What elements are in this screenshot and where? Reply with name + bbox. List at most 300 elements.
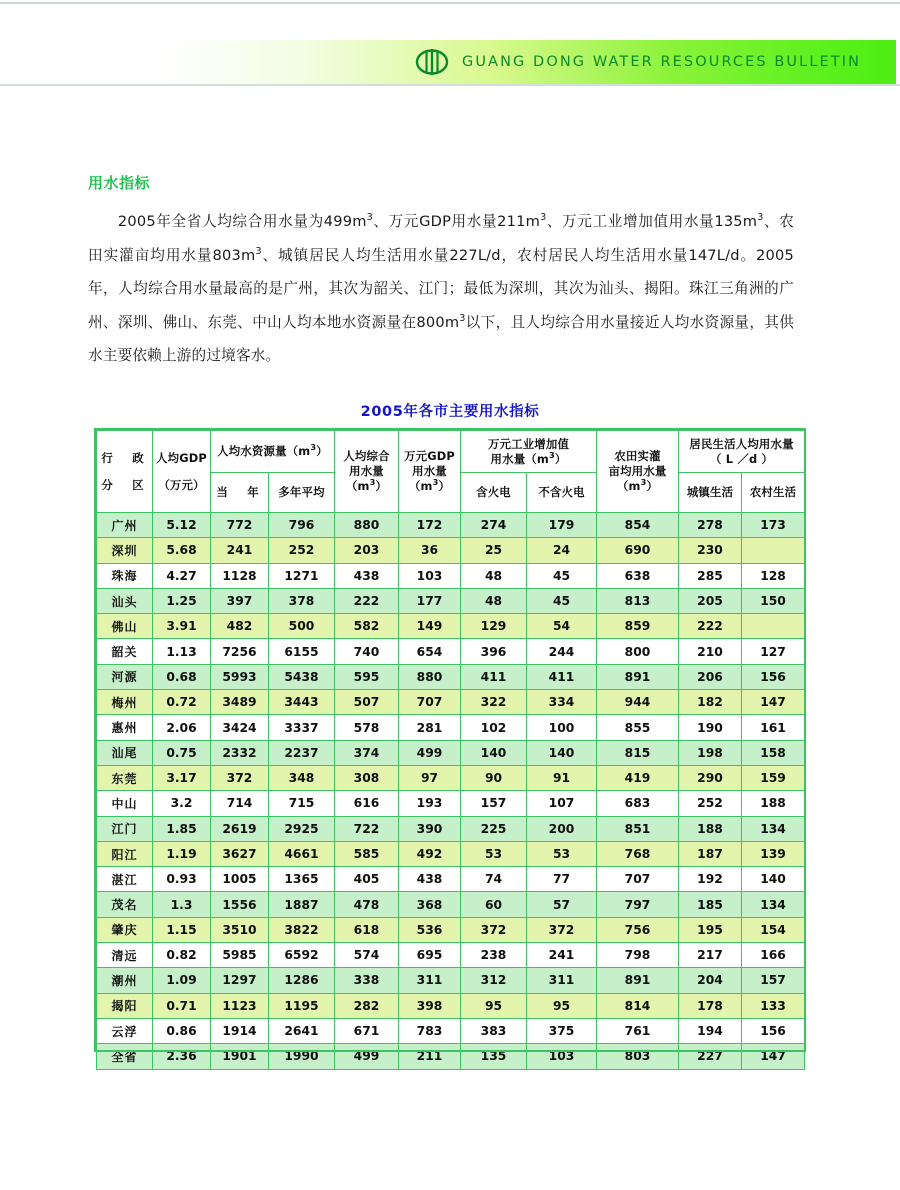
col-water-res-tail: ） [316, 444, 328, 458]
cell-gdp-water-use: 193 [399, 791, 461, 816]
table-row [97, 715, 805, 740]
col-water-res-current-label: 当 年 [216, 485, 263, 499]
paragraph-sup-2: 3 [540, 212, 547, 224]
col-gdp-line2: （万元） [158, 477, 205, 492]
cell-industry-without-power: 411 [527, 664, 597, 689]
cell-water-res-avg: 3822 [269, 917, 335, 942]
cell-region: 广州 [97, 513, 153, 538]
cell-industry-with-power: 25 [461, 538, 527, 563]
cell-industry-without-power: 311 [527, 968, 597, 993]
cell-farmland-irrigation: 756 [597, 917, 679, 942]
cell-industry-with-power: 48 [461, 563, 527, 588]
cell-region: 揭阳 [97, 993, 153, 1018]
cell-industry-with-power: 90 [461, 765, 527, 790]
cell-domestic-urban: 252 [679, 791, 742, 816]
cell-water-res-avg: 348 [269, 765, 335, 790]
table-header [97, 431, 805, 513]
cell-industry-with-power: 135 [461, 1044, 527, 1069]
col-water-res-avg: 多年平均 [269, 473, 335, 513]
cell-industry-without-power: 54 [527, 614, 597, 639]
cell-comprehensive-use: 880 [335, 513, 399, 538]
cell-water-res-avg: 2237 [269, 740, 335, 765]
cell-water-res-current: 372 [211, 765, 269, 790]
table-row [97, 841, 805, 866]
cell-water-res-current: 1297 [211, 968, 269, 993]
cell-gdp-water-use: 398 [399, 993, 461, 1018]
col-comp-line1: 人均综合 [343, 449, 390, 463]
cell-region: 江门 [97, 816, 153, 841]
cell-domestic-rural: 133 [742, 993, 805, 1018]
cell-water-res-current: 1005 [211, 867, 269, 892]
cell-gdp-water-use: 492 [399, 841, 461, 866]
cell-water-res-current: 1914 [211, 1018, 269, 1043]
cell-water-res-current: 3627 [211, 841, 269, 866]
cell-farmland-irrigation: 813 [597, 588, 679, 613]
cell-gdp-per-capita: 2.06 [153, 715, 211, 740]
cell-gdp-water-use: 149 [399, 614, 461, 639]
col-dom-line1: 居民生活人均用水量 [689, 436, 794, 451]
cell-gdp-water-use: 281 [399, 715, 461, 740]
cell-gdp-water-use: 103 [399, 563, 461, 588]
cell-comprehensive-use: 582 [335, 614, 399, 639]
cell-gdp-per-capita: 1.3 [153, 892, 211, 917]
cell-gdp-water-use: 536 [399, 917, 461, 942]
cell-gdp-per-capita: 0.75 [153, 740, 211, 765]
cell-water-res-avg: 3337 [269, 715, 335, 740]
cell-water-res-current: 241 [211, 538, 269, 563]
cell-gdp-per-capita: 0.68 [153, 664, 211, 689]
cell-region: 阳江 [97, 841, 153, 866]
col-farm-line3: （m [616, 479, 641, 493]
cell-gdp-per-capita: 5.68 [153, 538, 211, 563]
cell-comprehensive-use: 282 [335, 993, 399, 1018]
cell-domestic-rural: 188 [742, 791, 805, 816]
cell-industry-with-power: 396 [461, 639, 527, 664]
cell-domestic-urban: 185 [679, 892, 742, 917]
cell-water-res-current: 1901 [211, 1044, 269, 1069]
cell-domestic-rural: 156 [742, 1018, 805, 1043]
cell-industry-without-power: 57 [527, 892, 597, 917]
cell-water-res-avg: 796 [269, 513, 335, 538]
cell-gdp-water-use: 783 [399, 1018, 461, 1043]
cell-gdp-water-use: 499 [399, 740, 461, 765]
cell-water-res-current: 2619 [211, 816, 269, 841]
cell-domestic-urban: 198 [679, 740, 742, 765]
cell-gdp-water-use: 880 [399, 664, 461, 689]
cell-industry-without-power: 140 [527, 740, 597, 765]
cell-domestic-rural: 150 [742, 588, 805, 613]
cell-domestic-urban: 278 [679, 513, 742, 538]
cell-farmland-irrigation: 944 [597, 690, 679, 715]
col-comp-line3: （m [345, 479, 370, 493]
cell-industry-without-power: 103 [527, 1044, 597, 1069]
table-row [97, 690, 805, 715]
cell-industry-with-power: 48 [461, 588, 527, 613]
cell-water-res-avg: 6592 [269, 943, 335, 968]
cell-gdp-water-use: 36 [399, 538, 461, 563]
paragraph-sup-1: 3 [366, 212, 373, 224]
cell-comprehensive-use: 438 [335, 563, 399, 588]
cell-domestic-rural [742, 614, 805, 639]
cell-industry-with-power: 74 [461, 867, 527, 892]
col-region-line1: 行 政 [101, 450, 148, 465]
cell-water-res-current: 482 [211, 614, 269, 639]
cell-farmland-irrigation: 854 [597, 513, 679, 538]
cell-water-res-current: 5993 [211, 664, 269, 689]
cell-comprehensive-use: 222 [335, 588, 399, 613]
cell-industry-without-power: 45 [527, 563, 597, 588]
cell-region: 茂名 [97, 892, 153, 917]
cell-comprehensive-use: 574 [335, 943, 399, 968]
cell-industry-with-power: 372 [461, 917, 527, 942]
cell-domestic-urban: 190 [679, 715, 742, 740]
cell-comprehensive-use: 374 [335, 740, 399, 765]
cell-comprehensive-use: 595 [335, 664, 399, 689]
cell-water-res-current: 2332 [211, 740, 269, 765]
cell-region: 珠海 [97, 563, 153, 588]
cell-domestic-urban: 205 [679, 588, 742, 613]
table-row [97, 765, 805, 790]
paragraph-seg-4: 、农田实灌亩均用水量803m [88, 213, 794, 264]
cell-water-res-current: 714 [211, 791, 269, 816]
cell-water-res-avg: 2641 [269, 1018, 335, 1043]
cell-domestic-rural: 166 [742, 943, 805, 968]
table-row [97, 588, 805, 613]
cell-domestic-rural: 157 [742, 968, 805, 993]
cell-water-res-avg: 500 [269, 614, 335, 639]
cell-region: 清远 [97, 943, 153, 968]
cell-industry-without-power: 45 [527, 588, 597, 613]
cell-industry-without-power: 241 [527, 943, 597, 968]
cell-water-res-avg: 378 [269, 588, 335, 613]
col-dom-line2: （ L ／d ） [709, 451, 774, 466]
cell-region: 佛山 [97, 614, 153, 639]
cell-gdp-per-capita: 2.36 [153, 1044, 211, 1069]
cell-region: 河源 [97, 664, 153, 689]
cell-gdp-water-use: 211 [399, 1044, 461, 1069]
cell-farmland-irrigation: 761 [597, 1018, 679, 1043]
col-farm-sup: 3 [640, 477, 647, 488]
cell-domestic-urban: 192 [679, 867, 742, 892]
cell-domestic-urban: 230 [679, 538, 742, 563]
table-row [97, 538, 805, 563]
col-group-industry-water [461, 431, 597, 473]
col-gdpw-line2: 用水量 [412, 464, 447, 478]
cell-industry-without-power: 375 [527, 1018, 597, 1043]
cell-domestic-rural: 140 [742, 867, 805, 892]
cell-comprehensive-use: 722 [335, 816, 399, 841]
col-group-water-resources [211, 431, 335, 473]
cell-farmland-irrigation: 891 [597, 968, 679, 993]
cell-industry-without-power: 100 [527, 715, 597, 740]
cell-region: 肇庆 [97, 917, 153, 942]
col-gdpw-tail: ） [438, 479, 451, 493]
col-ind-line2: 用水量（m [490, 451, 549, 466]
cell-gdp-water-use: 368 [399, 892, 461, 917]
table-row [97, 740, 805, 765]
cell-water-res-avg: 1271 [269, 563, 335, 588]
cell-comprehensive-use: 499 [335, 1044, 399, 1069]
cell-region: 全省 [97, 1044, 153, 1069]
cell-water-res-avg: 1195 [269, 993, 335, 1018]
cell-domestic-urban: 285 [679, 563, 742, 588]
col-water-res-label: 人均水资源量（m [217, 444, 311, 458]
table-row [97, 563, 805, 588]
cell-farmland-irrigation: 800 [597, 639, 679, 664]
cell-domestic-urban: 178 [679, 993, 742, 1018]
cell-industry-with-power: 157 [461, 791, 527, 816]
table-row [97, 1018, 805, 1043]
cell-gdp-per-capita: 0.86 [153, 1018, 211, 1043]
cell-farmland-irrigation: 638 [597, 563, 679, 588]
cell-domestic-urban: 182 [679, 690, 742, 715]
cell-industry-without-power: 107 [527, 791, 597, 816]
cell-water-res-avg: 2925 [269, 816, 335, 841]
cell-farmland-irrigation: 690 [597, 538, 679, 563]
col-farm-line1: 农田实灌 [614, 449, 661, 463]
cell-domestic-urban: 217 [679, 943, 742, 968]
cell-farmland-irrigation: 891 [597, 664, 679, 689]
cell-water-res-avg: 6155 [269, 639, 335, 664]
cell-industry-without-power: 372 [527, 917, 597, 942]
col-comp-sup: 3 [369, 477, 376, 488]
cell-water-res-current: 3510 [211, 917, 269, 942]
table-body [97, 513, 805, 1070]
cell-domestic-urban: 210 [679, 639, 742, 664]
cell-domestic-urban: 195 [679, 917, 742, 942]
cell-region: 汕尾 [97, 740, 153, 765]
table-row [97, 816, 805, 841]
cell-region: 惠州 [97, 715, 153, 740]
cell-comprehensive-use: 405 [335, 867, 399, 892]
paragraph-seg-3: 、万元工业增加值用水量135m [546, 213, 758, 230]
col-gdpw-line3: （m [408, 479, 433, 493]
section-heading: 用水指标 [88, 174, 151, 192]
cell-industry-with-power: 60 [461, 892, 527, 917]
bulletin-title: GUANG DONG WATER RESOURCES BULLETIN [462, 54, 862, 70]
paragraph-sup-5: 3 [459, 312, 466, 324]
cell-domestic-rural: 154 [742, 917, 805, 942]
cell-domestic-rural: 127 [742, 639, 805, 664]
cell-water-res-avg: 5438 [269, 664, 335, 689]
cell-water-res-current: 772 [211, 513, 269, 538]
cell-region: 韶关 [97, 639, 153, 664]
cell-industry-with-power: 322 [461, 690, 527, 715]
cell-domestic-rural: 147 [742, 690, 805, 715]
cell-domestic-rural [742, 538, 805, 563]
col-region [97, 431, 153, 513]
header-top-rule [0, 2, 900, 4]
cell-gdp-per-capita: 4.27 [153, 563, 211, 588]
col-domestic-rural: 农村生活 [742, 473, 805, 513]
cell-farmland-irrigation: 797 [597, 892, 679, 917]
cell-domestic-urban: 188 [679, 816, 742, 841]
cell-water-res-current: 397 [211, 588, 269, 613]
cell-comprehensive-use: 618 [335, 917, 399, 942]
cell-water-res-avg: 4661 [269, 841, 335, 866]
cell-industry-without-power: 95 [527, 993, 597, 1018]
cell-industry-without-power: 334 [527, 690, 597, 715]
cell-water-res-avg: 1990 [269, 1044, 335, 1069]
cell-farmland-irrigation: 859 [597, 614, 679, 639]
cell-domestic-urban: 206 [679, 664, 742, 689]
col-industry-without-power: 不含火电 [527, 473, 597, 513]
col-farm-tail: ） [646, 479, 659, 493]
cell-industry-without-power: 77 [527, 867, 597, 892]
cell-comprehensive-use: 308 [335, 765, 399, 790]
cell-water-res-avg: 252 [269, 538, 335, 563]
cell-gdp-water-use: 707 [399, 690, 461, 715]
guangdong-water-emblem-icon [415, 48, 449, 76]
cell-domestic-rural: 139 [742, 841, 805, 866]
cell-domestic-rural: 161 [742, 715, 805, 740]
cell-gdp-per-capita: 0.71 [153, 993, 211, 1018]
table-row [97, 664, 805, 689]
cell-gdp-per-capita: 1.25 [153, 588, 211, 613]
cell-gdp-water-use: 177 [399, 588, 461, 613]
cell-water-res-avg: 3443 [269, 690, 335, 715]
cell-domestic-urban: 227 [679, 1044, 742, 1069]
table-row [97, 993, 805, 1018]
cell-gdp-water-use: 390 [399, 816, 461, 841]
cell-region: 云浮 [97, 1018, 153, 1043]
cell-gdp-per-capita: 1.19 [153, 841, 211, 866]
col-water-res-current [211, 473, 269, 513]
col-ind-tail: ） [554, 451, 567, 466]
cell-domestic-urban: 290 [679, 765, 742, 790]
cell-gdp-water-use: 172 [399, 513, 461, 538]
header-content [415, 40, 861, 84]
header-row-top [97, 431, 805, 473]
cell-gdp-per-capita: 3.91 [153, 614, 211, 639]
cell-industry-with-power: 411 [461, 664, 527, 689]
cell-region: 东莞 [97, 765, 153, 790]
table-row [97, 614, 805, 639]
cell-domestic-rural: 173 [742, 513, 805, 538]
cell-comprehensive-use: 740 [335, 639, 399, 664]
cell-gdp-water-use: 654 [399, 639, 461, 664]
cell-industry-with-power: 129 [461, 614, 527, 639]
cell-water-res-current: 1556 [211, 892, 269, 917]
paragraph-seg-5: 、城镇居民人均生活用水量227L/d，农村居民人均生活用水量147L/d。2005年，人均综合用水量最高的是广州，其次为韶关、江门；最低为深圳，其次为汕头、揭阳。珠江三角洲的广州、深圳、佛山、东莞、中山人均本地水资源量在800m [88, 246, 794, 331]
cell-industry-with-power: 383 [461, 1018, 527, 1043]
cell-gdp-water-use: 97 [399, 765, 461, 790]
cell-domestic-rural: 158 [742, 740, 805, 765]
cell-industry-with-power: 238 [461, 943, 527, 968]
cell-domestic-rural: 134 [742, 892, 805, 917]
col-gdp-per-capita [153, 431, 211, 513]
cell-domestic-urban: 222 [679, 614, 742, 639]
cell-farmland-irrigation: 814 [597, 993, 679, 1018]
col-comp-line2: 用水量 [349, 464, 384, 478]
table-row [97, 943, 805, 968]
cell-region: 湛江 [97, 867, 153, 892]
cell-industry-without-power: 24 [527, 538, 597, 563]
col-industry-with-power: 含火电 [461, 473, 527, 513]
cell-domestic-rural: 128 [742, 563, 805, 588]
col-gdpw-line1: 万元GDP [404, 449, 455, 463]
cell-water-res-current: 1123 [211, 993, 269, 1018]
cell-gdp-per-capita: 3.17 [153, 765, 211, 790]
table-row [97, 917, 805, 942]
water-indicators-table [96, 430, 805, 1070]
cell-farmland-irrigation: 855 [597, 715, 679, 740]
cell-water-res-current: 7256 [211, 639, 269, 664]
cell-farmland-irrigation: 815 [597, 740, 679, 765]
cell-gdp-per-capita: 0.82 [153, 943, 211, 968]
cell-comprehensive-use: 578 [335, 715, 399, 740]
col-gdp-water-use [399, 431, 461, 513]
cell-farmland-irrigation: 683 [597, 791, 679, 816]
table-row [97, 513, 805, 538]
cell-industry-without-power: 91 [527, 765, 597, 790]
cell-domestic-urban: 194 [679, 1018, 742, 1043]
col-comprehensive-use [335, 431, 399, 513]
table-row [97, 968, 805, 993]
cell-industry-with-power: 102 [461, 715, 527, 740]
cell-farmland-irrigation: 768 [597, 841, 679, 866]
table-row [97, 867, 805, 892]
cell-water-res-current: 3424 [211, 715, 269, 740]
col-farm-line2: 亩均用水量 [608, 464, 667, 478]
cell-gdp-per-capita: 1.15 [153, 917, 211, 942]
col-farmland-irrigation [597, 431, 679, 513]
cell-comprehensive-use: 616 [335, 791, 399, 816]
table-caption: 2005年各市主要用水指标 [360, 404, 540, 420]
cell-farmland-irrigation: 419 [597, 765, 679, 790]
cell-domestic-rural: 156 [742, 664, 805, 689]
paragraph-sup-4: 3 [255, 245, 262, 257]
paragraph-sup-3: 3 [757, 212, 764, 224]
cell-comprehensive-use: 507 [335, 690, 399, 715]
cell-industry-with-power: 274 [461, 513, 527, 538]
cell-region: 深圳 [97, 538, 153, 563]
cell-industry-without-power: 244 [527, 639, 597, 664]
cell-water-res-avg: 1365 [269, 867, 335, 892]
cell-gdp-water-use: 438 [399, 867, 461, 892]
cell-gdp-per-capita: 1.85 [153, 816, 211, 841]
body-paragraph [88, 205, 794, 373]
cell-region: 潮州 [97, 968, 153, 993]
cell-industry-with-power: 53 [461, 841, 527, 866]
cell-comprehensive-use: 203 [335, 538, 399, 563]
cell-gdp-water-use: 311 [399, 968, 461, 993]
cell-industry-without-power: 53 [527, 841, 597, 866]
cell-comprehensive-use: 671 [335, 1018, 399, 1043]
cell-domestic-rural: 134 [742, 816, 805, 841]
col-ind-line1: 万元工业增加值 [487, 436, 570, 451]
cell-domestic-rural: 147 [742, 1044, 805, 1069]
cell-region: 中山 [97, 791, 153, 816]
table-row [97, 639, 805, 664]
col-region-line2: 分 区 [101, 477, 148, 492]
cell-industry-with-power: 225 [461, 816, 527, 841]
cell-gdp-per-capita: 1.13 [153, 639, 211, 664]
cell-industry-with-power: 95 [461, 993, 527, 1018]
cell-farmland-irrigation: 851 [597, 816, 679, 841]
col-gdp-line1: 人均GDP [156, 450, 207, 465]
cell-comprehensive-use: 585 [335, 841, 399, 866]
cell-comprehensive-use: 338 [335, 968, 399, 993]
col-comp-tail: ） [375, 479, 388, 493]
col-group-domestic-water [679, 431, 805, 473]
paragraph-seg-6: 以下，且人均综合用水量接近人均水资源量，其供水主要依赖上游的过境客水。 [88, 313, 794, 364]
cell-farmland-irrigation: 803 [597, 1044, 679, 1069]
col-gdpw-sup: 3 [432, 477, 439, 488]
cell-water-res-avg: 715 [269, 791, 335, 816]
cell-domestic-rural: 159 [742, 765, 805, 790]
cell-gdp-per-capita: 5.12 [153, 513, 211, 538]
